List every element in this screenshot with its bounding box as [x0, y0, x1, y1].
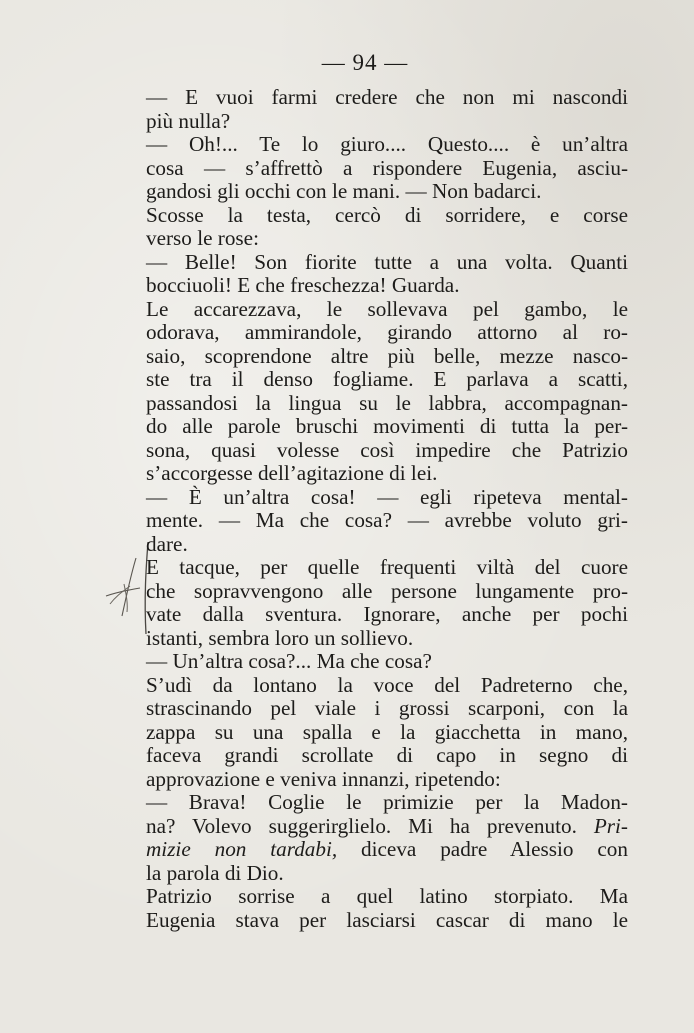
line-text: zappa su una spalla e la giacchetta in mano, [146, 719, 628, 744]
line-text: Eugenia stava per lasciarsi cascar di mano le [146, 907, 628, 932]
line-text: dare. [146, 531, 188, 556]
line-text: S’udì da lontano la voce del Padreterno che, [146, 672, 628, 697]
text-line [146, 345, 628, 369]
line-text: s’accorgesse dell’agitazione di lei. [146, 461, 438, 485]
text-line [146, 368, 628, 392]
text-line [146, 133, 628, 157]
line-text: cosa — s’affrettò a rispondere Eugenia, asciu- [146, 155, 628, 180]
italic-text: Pri- [593, 813, 628, 838]
text-line [146, 885, 628, 909]
line-text: diceva padre Alessio con [337, 837, 628, 861]
text-line [146, 227, 628, 251]
line-text: — Oh!... Te lo giuro.... Questo.... è un’altra [146, 132, 628, 156]
italic-text: mizie non tardabi, [146, 837, 338, 861]
text-line [146, 768, 628, 792]
line-text: faceva grandi scrollate di capo in segno di [146, 743, 628, 767]
text-line [146, 486, 628, 510]
line-text: vate dalla sventura. Ignorare, anche per pochi [146, 602, 628, 626]
text-line [146, 556, 628, 580]
text-line [146, 110, 628, 134]
text-line [146, 721, 628, 745]
text-line [146, 744, 628, 768]
text-line [146, 838, 628, 862]
text-line [146, 274, 628, 298]
text-line [146, 392, 628, 416]
line-text: — Belle! Son fiorite tutte a una volta. Quanti [146, 249, 628, 274]
text-line [146, 650, 628, 674]
line-text: sona, quasi volesse così impedire che Patrizio [146, 437, 628, 462]
text-line [146, 321, 628, 345]
line-text: — È un’altra cosa! — egli ripeteva mental- [146, 484, 628, 509]
text-line [146, 603, 628, 627]
line-text: saio, scoprendone altre più belle, mezze nasco- [146, 343, 628, 368]
text-line [146, 674, 628, 698]
line-text: mente. — Ma che cosa? — avrebbe voluto gri- [146, 508, 628, 532]
text-line [146, 509, 628, 533]
line-text: bocciuoli! E che freschezza! Guarda. [146, 273, 460, 297]
line-text: verso le rose: [146, 226, 259, 250]
line-text: strascinando pel viale i grossi scarponi, con la [146, 696, 628, 720]
text-line [146, 627, 628, 651]
text-line [146, 251, 628, 275]
text-line [146, 180, 628, 204]
text-line [146, 204, 628, 228]
body-text [146, 86, 628, 932]
text-line [146, 298, 628, 322]
text-line [146, 157, 628, 181]
line-text: — Un’altra cosa?... Ma che cosa? [146, 649, 432, 673]
text-line [146, 415, 628, 439]
page-number: — 94 — [321, 50, 409, 75]
line-text: na? Volevo suggerirglielo. Mi ha prevenuto. [146, 813, 594, 838]
line-text: — E vuoi farmi credere che non mi nascondi [146, 85, 628, 109]
line-text: gandosi gli occhi con le mani. — Non badarci. [146, 179, 542, 203]
text-line [146, 462, 628, 486]
text-line [146, 791, 628, 815]
line-text: E tacque, per quelle frequenti viltà del cuore [146, 555, 628, 579]
line-text: istanti, sembra loro un sollievo. [146, 625, 414, 650]
text-line [146, 697, 628, 721]
text-line [146, 533, 628, 557]
line-text: che sopravvengono alle persone lungamente pro- [146, 578, 628, 603]
line-text: più nulla? [146, 108, 231, 133]
text-line [146, 815, 628, 839]
text-line [146, 580, 628, 604]
line-text: do alle parole bruschi movimenti di tutta la per- [146, 414, 628, 438]
line-text: ste tra il denso fogliame. E parlava a scatti, [146, 367, 628, 391]
text-line [146, 862, 628, 886]
line-text: Patrizio sorrise a quel latino storpiato. Ma [146, 884, 628, 908]
line-text: Scosse la testa, cercò di sorridere, e corse [146, 202, 628, 227]
text-line [146, 909, 628, 933]
line-text: odorava, ammirandole, girando attorno al ro- [146, 320, 628, 344]
line-text: passandosi la lingua su le labbra, accompagnan- [146, 390, 628, 415]
line-text: — Brava! Coglie le primizie per la Madon- [146, 790, 628, 814]
text-line [146, 439, 628, 463]
line-text: la parola di Dio. [146, 860, 284, 885]
line-text: approvazione e veniva innanzi, ripetendo: [146, 766, 501, 791]
text-line [146, 86, 628, 110]
line-text: Le accarezzava, le sollevava pel gambo, le [146, 296, 628, 321]
